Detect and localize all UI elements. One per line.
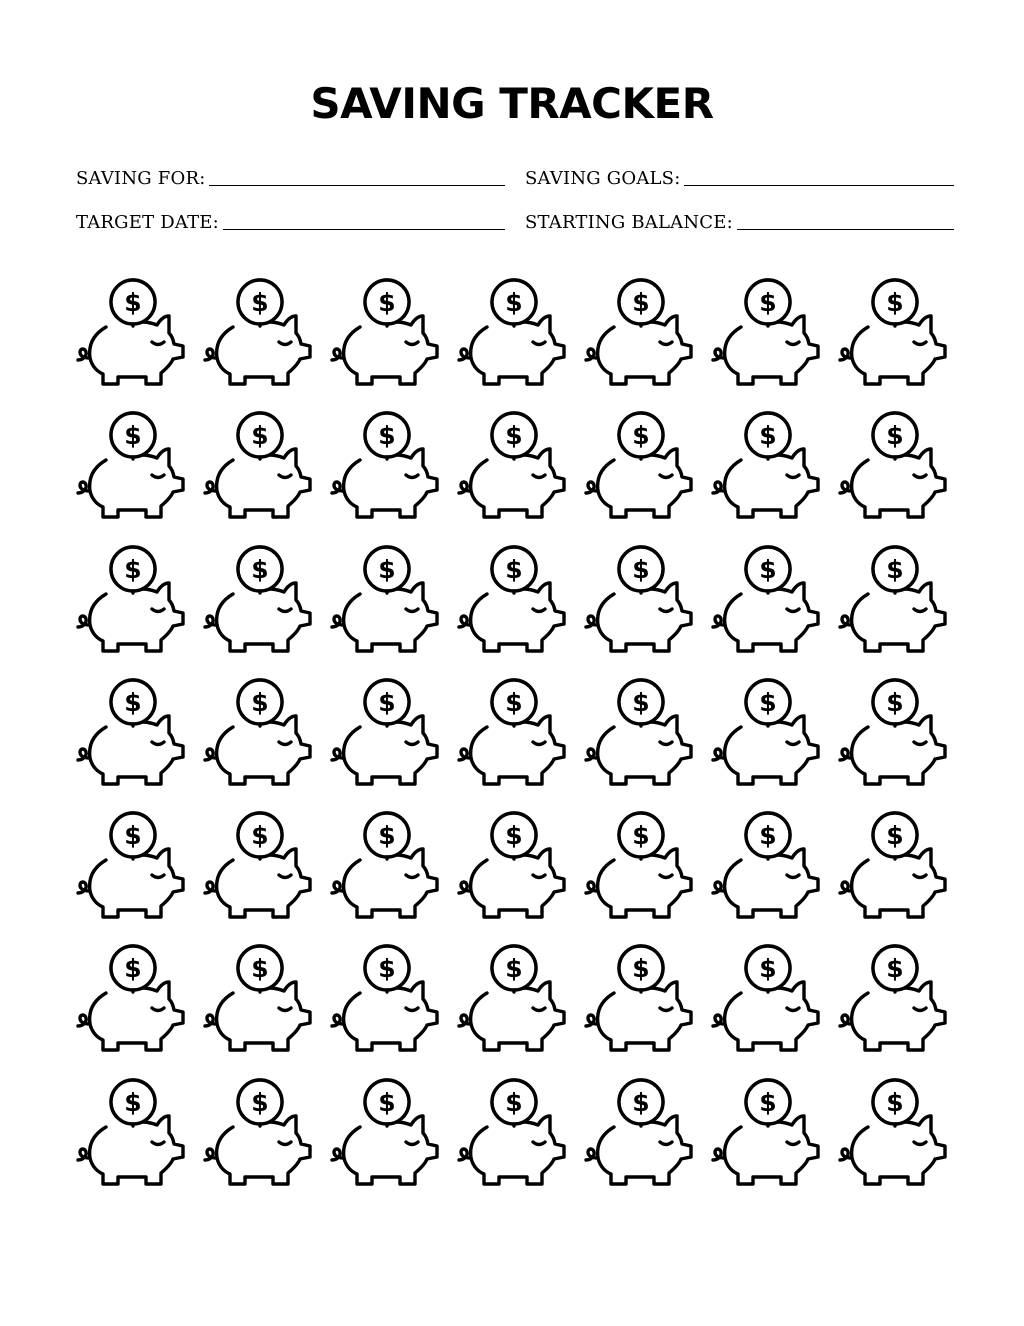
piggy-bank-icon[interactable] — [702, 407, 829, 540]
piggy-bank-icon[interactable] — [449, 1074, 576, 1207]
coin-dollar-symbol: $ — [885, 687, 904, 717]
piggy-bank-icon[interactable] — [829, 407, 956, 540]
starting-balance-label: STARTING BALANCE: — [525, 212, 733, 233]
saving-goals-line[interactable] — [684, 185, 954, 186]
coin-dollar-symbol: $ — [124, 288, 143, 317]
piggy-bank-icon[interactable] — [322, 407, 449, 540]
saving-for-field[interactable] — [76, 160, 505, 190]
piggy-bank-icon[interactable] — [829, 940, 956, 1073]
piggy-bank-icon[interactable] — [195, 407, 322, 540]
coin-dollar-symbol: $ — [632, 554, 650, 584]
piggy-bank-icon[interactable] — [449, 807, 576, 940]
coin-dollar-symbol: $ — [632, 1087, 650, 1117]
coin-dollar-symbol: $ — [251, 554, 269, 584]
coin-dollar-symbol: $ — [378, 687, 396, 717]
coin-dollar-symbol: $ — [251, 687, 269, 717]
piggy-bank-icon[interactable] — [68, 1074, 195, 1207]
coin-dollar-symbol: $ — [505, 687, 523, 717]
saving-goals-label: SAVING GOALS: — [525, 168, 681, 189]
saving-for-label: SAVING FOR: — [76, 168, 206, 189]
coin-dollar-symbol: $ — [378, 954, 396, 984]
piggy-bank-icon[interactable] — [68, 674, 195, 807]
piggy-bank-icon[interactable] — [68, 541, 195, 674]
coin-dollar-symbol: $ — [759, 421, 777, 451]
coin-dollar-symbol: $ — [124, 821, 143, 851]
piggy-bank-icon[interactable] — [322, 1074, 449, 1207]
piggy-bank-icon[interactable] — [829, 274, 956, 407]
coin-dollar-symbol: $ — [124, 421, 143, 451]
coin-dollar-symbol: $ — [124, 687, 143, 717]
piggy-bank-icon[interactable] — [702, 1074, 829, 1207]
piggy-bank-icon[interactable] — [449, 274, 576, 407]
piggy-bank-icon[interactable] — [68, 407, 195, 540]
starting-balance-field[interactable] — [525, 204, 954, 234]
coin-dollar-symbol: $ — [251, 288, 269, 317]
piggy-bank-icon[interactable] — [449, 940, 576, 1073]
piggy-bank-icon[interactable] — [68, 807, 195, 940]
piggy-bank-icon[interactable] — [195, 940, 322, 1073]
piggy-bank-icon[interactable] — [449, 407, 576, 540]
piggy-bank-icon[interactable] — [322, 674, 449, 807]
coin-dollar-symbol: $ — [124, 954, 143, 984]
coin-dollar-symbol: $ — [759, 1087, 777, 1117]
piggy-bank-icon[interactable] — [829, 541, 956, 674]
piggy-bank-icon[interactable] — [322, 541, 449, 674]
piggy-bank-icon[interactable] — [322, 940, 449, 1073]
piggy-bank-icon[interactable] — [195, 541, 322, 674]
piggy-bank-icon[interactable] — [195, 674, 322, 807]
piggy-bank-icon[interactable] — [702, 674, 829, 807]
coin-dollar-symbol: $ — [505, 821, 523, 851]
coin-dollar-symbol: $ — [885, 421, 904, 451]
coin-dollar-symbol: $ — [632, 288, 650, 317]
piggy-bank-icon[interactable] — [829, 1074, 956, 1207]
piggy-bank-icon[interactable] — [195, 807, 322, 940]
piggy-bank-icon[interactable] — [449, 541, 576, 674]
target-date-field[interactable] — [76, 204, 505, 234]
coin-dollar-symbol: $ — [759, 687, 777, 717]
coin-dollar-symbol: $ — [505, 288, 523, 317]
coin-dollar-symbol: $ — [505, 554, 523, 584]
piggy-bank-icon[interactable] — [575, 407, 702, 540]
piggy-bank-icon[interactable] — [575, 674, 702, 807]
target-date-label: TARGET DATE: — [76, 212, 219, 233]
piggy-bank-icon[interactable] — [575, 807, 702, 940]
piggy-bank-icon[interactable] — [68, 274, 195, 407]
coin-dollar-symbol: $ — [251, 821, 269, 851]
piggy-bank-icon[interactable] — [322, 274, 449, 407]
coin-dollar-symbol: $ — [505, 1087, 523, 1117]
coin-dollar-symbol: $ — [759, 954, 777, 984]
piggy-bank-icon[interactable] — [702, 541, 829, 674]
piggy-bank-icon[interactable] — [575, 274, 702, 407]
coin-dollar-symbol: $ — [124, 554, 143, 584]
coin-dollar-symbol: $ — [885, 554, 904, 584]
coin-dollar-symbol: $ — [759, 554, 777, 584]
coin-dollar-symbol: $ — [885, 821, 904, 851]
coin-dollar-symbol: $ — [885, 1087, 904, 1117]
coin-dollar-symbol: $ — [632, 821, 650, 851]
piggy-bank-icon[interactable] — [195, 274, 322, 407]
piggy-bank-icon[interactable] — [575, 541, 702, 674]
coin-dollar-symbol: $ — [251, 421, 269, 451]
coin-dollar-symbol: $ — [251, 954, 269, 984]
target-date-line[interactable] — [223, 229, 505, 230]
saving-goals-field[interactable] — [525, 160, 954, 190]
piggy-bank-icon[interactable] — [702, 940, 829, 1073]
coin-dollar-symbol: $ — [378, 1087, 396, 1117]
coin-dollar-symbol: $ — [759, 288, 777, 317]
coin-dollar-symbol: $ — [505, 954, 523, 984]
coin-dollar-symbol: $ — [632, 421, 650, 451]
piggy-bank-icon[interactable] — [575, 940, 702, 1073]
coin-dollar-symbol: $ — [632, 954, 650, 984]
piggy-bank-icon[interactable] — [195, 1074, 322, 1207]
coin-dollar-symbol: $ — [885, 954, 904, 984]
piggy-bank-icon[interactable] — [702, 274, 829, 407]
coin-dollar-symbol: $ — [378, 421, 396, 451]
coin-dollar-symbol: $ — [759, 821, 777, 851]
starting-balance-line[interactable] — [737, 229, 954, 230]
coin-dollar-symbol: $ — [885, 288, 904, 317]
piggy-bank-grid — [68, 274, 956, 1207]
piggy-bank-icon[interactable] — [829, 807, 956, 940]
page-title: SAVING TRACKER — [310, 79, 714, 128]
piggy-bank-icon[interactable] — [575, 1074, 702, 1207]
piggy-bank-icon[interactable] — [68, 940, 195, 1073]
saving-for-line[interactable] — [209, 185, 505, 186]
coin-dollar-symbol: $ — [378, 821, 396, 851]
piggy-bank-icon[interactable] — [829, 674, 956, 807]
piggy-bank-icon[interactable] — [702, 807, 829, 940]
coin-dollar-symbol: $ — [378, 288, 396, 317]
piggy-bank-icon[interactable] — [449, 674, 576, 807]
coin-dollar-symbol: $ — [251, 1087, 269, 1117]
coin-dollar-symbol: $ — [632, 687, 650, 717]
coin-dollar-symbol: $ — [378, 554, 396, 584]
coin-dollar-symbol: $ — [505, 421, 523, 451]
piggy-bank-icon[interactable] — [322, 807, 449, 940]
coin-dollar-symbol: $ — [124, 1087, 143, 1117]
